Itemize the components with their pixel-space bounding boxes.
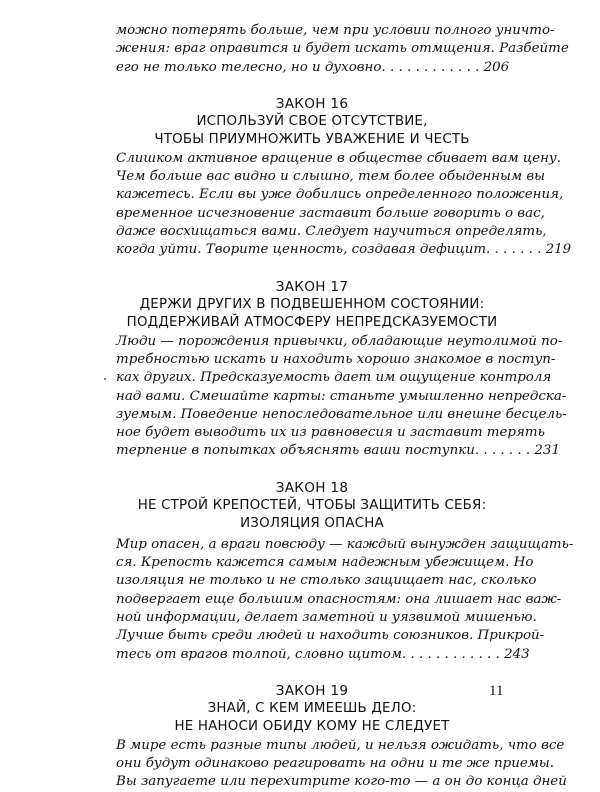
text-line: они будут одинаково реагировать на одни и те же приемы. (116, 756, 555, 772)
text-line: даже восхищаться вами. Следует научиться определять, (116, 224, 547, 240)
text-line: Мир опасен, а враги повсюду — каждый вынужден защищать- (116, 536, 574, 552)
text-line: В мире есть разные типы людей, и нельзя ожидать, что все (116, 737, 565, 753)
law-title-line: НЕ СТРОЙ КРЕПОСТЕЙ, ЧТОБЫ ЗАЩИТИТЬ СЕБЯ: (137, 497, 487, 513)
law-title-line: ЗНАЙ, С КЕМ ИМЕЕШЬ ДЕЛО: (207, 700, 417, 716)
text-line: Лучше быть среди людей и находить союзников. Прикрой- (116, 628, 545, 644)
text-line: Люди — порождения привычки, обладающие неутолимой по- (116, 333, 563, 349)
margin-dot (104, 378, 106, 380)
text-line: ся. Крепость кажется самым надежным убежищем. Но (116, 555, 534, 571)
law-number: ЗАКОН 17 (275, 278, 349, 295)
text-line: когда уйти. Творите ценность, создавая дефицит. . . . . . . 219 (116, 242, 572, 258)
page-number: 11 (489, 683, 504, 699)
text-line: можно потерять больше, чем при условии полного уничто- (116, 23, 555, 38)
text-line: Вы запугаете или перехитрите кого-то — а он до конца дней (116, 774, 567, 790)
text-line: терпение в попытках объяснять ваши поступки. . . . . . . 231 (116, 443, 560, 459)
text-line: изоляция не только и не столько защищает нас, сколько (116, 573, 537, 589)
text-line: временное исчезновение заставит больше говорить о вас, (116, 205, 545, 221)
law-19 (116, 682, 567, 792)
text-line: тесь от врагов толпой, словно щитом. . . . . . . . . . . . 243 (116, 646, 530, 662)
text-line: его не только телесно, но и духовно. . . . . . . . . . . . 206 (116, 59, 510, 75)
text-line: ное будет выводить их из равновесия и заставит терять (116, 425, 545, 441)
law-title-line: ПОДДЕРЖИВАЙ АТМОСФЕРУ НЕПРЕДСКАЗУЕМОСТИ (126, 315, 498, 331)
law-16 (116, 95, 572, 260)
text-line: требностью искать и находить хорошо знакомое в поступ- (116, 351, 556, 367)
law-title-line: НЕ НАНОСИ ОБИДУ КОМУ НЕ СЛЕДУЕТ (174, 719, 450, 735)
law-number: ЗАКОН 16 (275, 95, 349, 112)
law-17 (116, 278, 567, 461)
text-line: над вами. Смешайте карты: станьте умышленно непредска- (116, 388, 567, 404)
law-18 (116, 479, 574, 664)
text-line: Чем больше вас видно и слышно, тем более обыденным вы (116, 169, 546, 185)
law-number: ЗАКОН 18 (275, 479, 349, 496)
law-title-line: ИСПОЛЬЗУЙ СВОЕ ОТСУТСТВИЕ, (196, 113, 428, 129)
law-number: ЗАКОН 19 (275, 682, 349, 699)
text-line: зуемым. Поведение непоследовательное или внешне бесцель- (116, 406, 567, 422)
text-line: ной информации, делает заметной и уязвимой мишенью. (116, 609, 537, 625)
text-line: жения: враг оправится и будет искать отмщения. Разбейте (116, 41, 569, 57)
text-line: ках других. Предсказуемость дает им ощущение контроля (116, 370, 552, 386)
text-line: подвергает еще большим опасностям: она лишает нас важ- (116, 591, 562, 607)
page-content (116, 22, 574, 792)
law-title-line: ЧТОБЫ ПРИУМНОЖИТЬ УВАЖЕНИЕ И ЧЕСТЬ (154, 132, 470, 148)
text-line: кажетесь. Если вы уже добились определенного положения, (116, 187, 564, 203)
text-line: Слишком активное вращение в обществе сбивает вам цену. (116, 150, 561, 166)
law-title-line: ДЕРЖИ ДРУГИХ В ПОДВЕШЕННОМ СОСТОЯНИИ: (139, 296, 485, 312)
law-title-line: ИЗОЛЯЦИЯ ОПАСНА (240, 516, 384, 532)
intro-paragraph (116, 22, 569, 77)
